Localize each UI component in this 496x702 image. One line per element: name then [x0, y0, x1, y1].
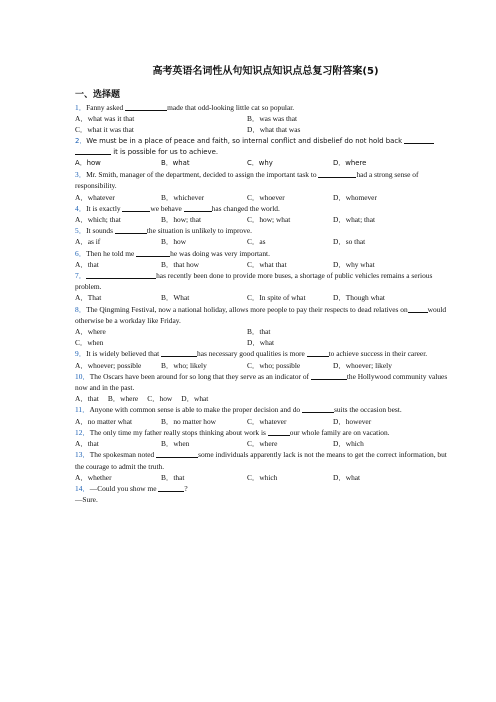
answer-option[interactable]: A．how — [75, 159, 101, 168]
answer-option[interactable]: A．which; that — [75, 215, 121, 225]
answer-blank[interactable] — [311, 372, 347, 380]
option-list — [75, 236, 456, 247]
stem-text: has recently been done to provide more buses, a shortage of public vehicles remains a serious problem. — [75, 271, 433, 292]
answer-option[interactable]: A．as if — [75, 237, 101, 247]
stem-text: We must be in a place of peace and faith, so internal conflict and disbelief do not hold back — [86, 136, 405, 145]
answer-option[interactable]: B．what — [161, 159, 190, 168]
section-heading: 一、选择题 — [75, 90, 121, 100]
stem-text: It is widely believed that — [86, 349, 162, 359]
answer-option[interactable]: C．In spite of what — [247, 293, 306, 303]
answer-blank[interactable] — [136, 249, 170, 257]
option-list — [75, 416, 456, 427]
question-number: 2． — [75, 136, 87, 145]
answer-option[interactable]: C．how; what — [247, 215, 291, 225]
question-stem — [75, 348, 456, 359]
answer-option[interactable]: C．how — [147, 394, 173, 404]
answer-option[interactable]: A．That — [75, 293, 102, 303]
answer-option[interactable]: D．whoever; likely — [333, 360, 392, 370]
question-number: 5． — [75, 226, 87, 236]
answer-blank[interactable] — [126, 271, 156, 279]
answer-option[interactable]: D．what — [333, 472, 361, 482]
answer-option[interactable]: C．what it was that — [75, 125, 134, 135]
question-2 — [75, 136, 456, 170]
stem-text: Then he told me — [86, 248, 137, 258]
answer-option[interactable]: D．so that — [333, 237, 366, 247]
question-stem — [75, 371, 456, 393]
question-number: 7． — [75, 271, 87, 281]
question-9 — [75, 348, 456, 370]
answer-option[interactable]: D．what; that — [333, 215, 376, 225]
question-stem — [75, 102, 456, 113]
answer-option[interactable]: C．why — [247, 159, 273, 168]
stem-text: to achieve success in their career. — [328, 349, 428, 359]
question-number: 8． — [75, 304, 87, 314]
option-list — [75, 360, 456, 371]
question-6 — [75, 248, 456, 270]
answer-blank[interactable] — [158, 484, 184, 492]
question-stem — [75, 304, 456, 326]
question-14 — [75, 483, 456, 505]
answer-option[interactable]: C．which — [247, 472, 278, 482]
stem-text: Mr. Smith, manager of the department, decided to assign the important task to — [86, 170, 319, 180]
answer-option[interactable]: A．that — [75, 439, 99, 449]
question-number: 13． — [75, 450, 90, 460]
question-stem — [75, 449, 456, 471]
stem-text: suits the occasion best. — [333, 405, 402, 415]
answer-option[interactable]: A．whatever — [75, 192, 115, 202]
stem-text: he was doing was very important. — [170, 248, 270, 258]
question-12 — [75, 427, 456, 449]
answer-blank[interactable] — [307, 349, 329, 357]
stem-text: The Oscars have been around for so long that they serve as an indicator of — [89, 371, 311, 381]
option-list — [75, 472, 456, 483]
answer-option[interactable]: C．what that — [247, 259, 287, 269]
answer-option[interactable]: B．when — [161, 439, 190, 449]
answer-blank[interactable] — [125, 103, 167, 111]
question-number: 9． — [75, 349, 87, 359]
question-number: 12． — [75, 427, 90, 437]
stem-text: Anyone with common sense is able to make the proper decision and do — [89, 405, 302, 415]
stem-text: we behave — [150, 203, 184, 213]
answer-blank[interactable] — [115, 226, 147, 234]
question-7 — [75, 270, 456, 304]
answer-option[interactable]: B．whichever — [161, 192, 205, 202]
answer-option[interactable]: D．what that was — [247, 125, 301, 135]
answer-option[interactable]: D．what — [181, 394, 209, 404]
answer-option[interactable]: A．where — [75, 327, 106, 337]
question-11 — [75, 404, 456, 426]
stem-text: the Hollywood community values now and in the past. — [75, 371, 448, 393]
answer-option[interactable]: A．what was it that — [75, 114, 135, 124]
question-4 — [75, 203, 456, 225]
answer-option[interactable]: D．what — [247, 338, 275, 348]
question-5 — [75, 225, 456, 247]
stem-text: ? — [184, 483, 188, 493]
stem-text: has changed the world. — [211, 203, 280, 213]
stem-text: The only time my father really stops thinking about work is — [89, 427, 268, 437]
stem-text: The Qingming Festival, now a national holiday, allows more people to pay their respects to dead relatives on — [86, 304, 408, 314]
document-title: 高考英语名词性从句知识点知识点总复习附答案(5) — [152, 66, 379, 77]
stem-text: the situation is unlikely to improve. — [146, 226, 252, 236]
answer-option[interactable]: A．that — [75, 394, 99, 404]
stem-text: Fanny asked — [86, 103, 126, 112]
question-8 — [75, 304, 456, 349]
question-stem — [75, 248, 456, 259]
answer-option[interactable]: A．that — [75, 259, 99, 269]
answer-option[interactable]: D．where — [333, 159, 367, 168]
stem-text: —Could you show me — [89, 483, 159, 493]
question-stem — [75, 404, 456, 415]
stem-text: it is possible for us to achieve. — [111, 147, 219, 156]
question-number: 1． — [75, 103, 87, 112]
question-number: 10． — [75, 371, 90, 381]
answer-option[interactable]: C．whoever — [247, 192, 285, 202]
answer-option[interactable]: B．how — [161, 237, 187, 247]
answer-option[interactable]: B．that — [247, 327, 271, 337]
answer-option[interactable]: D．whomever — [333, 192, 377, 202]
answer-option[interactable]: A．no matter what — [75, 416, 133, 426]
stem-text: has necessary good qualities is more — [197, 349, 307, 359]
question-13 — [75, 449, 456, 483]
question-number: 6． — [75, 248, 87, 258]
answer-blank[interactable] — [86, 271, 126, 279]
question-list — [75, 102, 456, 505]
answer-option[interactable]: B．What — [161, 293, 190, 303]
stem-text: our whole family are on vacation. — [289, 427, 390, 437]
answer-option[interactable]: D．however — [333, 416, 372, 426]
question-number: 14． — [75, 483, 90, 493]
stem-text: The spokesman noted — [89, 450, 157, 460]
question-10 — [75, 371, 456, 405]
question-1 — [75, 102, 456, 136]
answer-blank[interactable] — [75, 147, 111, 155]
answer-option[interactable]: C．who; possible — [247, 360, 301, 370]
question-stem — [75, 483, 456, 494]
option-list — [75, 192, 456, 203]
question-stem — [75, 225, 456, 236]
answer-blank[interactable] — [156, 450, 198, 458]
answer-blank[interactable] — [302, 405, 334, 413]
question-3 — [75, 169, 456, 203]
answer-blank[interactable] — [268, 428, 290, 436]
option-list — [75, 113, 456, 135]
answer-blank[interactable] — [408, 305, 428, 313]
answer-option[interactable]: B．no matter how — [161, 416, 217, 426]
answer-option[interactable]: B．how; that — [161, 215, 202, 225]
answer-blank[interactable] — [318, 170, 356, 178]
question-stem — [75, 203, 456, 214]
stem-text: had a strong sense of responsibility. — [75, 170, 419, 191]
stem-text: some individuals apparently lack is not the means to get the correct information, but the courage to admit the truth. — [75, 450, 447, 471]
question-stem — [75, 136, 456, 158]
answer-blank[interactable] — [184, 204, 212, 212]
stem-text: would otherwise be a workday like Friday. — [75, 304, 447, 325]
option-list — [75, 438, 456, 449]
answer-option[interactable]: D．Though what — [333, 293, 385, 303]
question-stem — [75, 270, 456, 292]
answer-option[interactable]: B．was was that — [247, 114, 298, 124]
option-list — [75, 158, 456, 169]
option-list — [75, 292, 456, 303]
answer-blank[interactable] — [122, 204, 150, 212]
answer-option[interactable]: C．when — [75, 338, 104, 348]
answer-option[interactable]: B．where — [107, 394, 139, 404]
answer-option[interactable]: A．whether — [75, 472, 112, 482]
stem-text: It sounds — [86, 226, 115, 236]
question-stem — [75, 427, 456, 438]
answer-option[interactable]: C．whatever — [247, 416, 287, 426]
answer-blank[interactable] — [161, 349, 197, 357]
answer-option[interactable]: B．that — [161, 472, 185, 482]
option-list — [75, 214, 456, 225]
option-list — [75, 393, 456, 404]
question-number: 3． — [75, 170, 87, 180]
stem-text: made that odd-looking little cat so popular. — [167, 103, 295, 112]
answer-option[interactable]: D．why what — [333, 259, 375, 269]
answer-option[interactable]: C．as — [247, 237, 266, 247]
answer-option[interactable]: B．who; likely — [161, 360, 207, 370]
answer-option[interactable]: A．whoever; possible — [75, 360, 142, 370]
answer-option[interactable]: C．where — [247, 439, 278, 449]
answer-option[interactable]: B．that how — [161, 259, 199, 269]
dialog-reply: —Sure. — [75, 495, 98, 505]
question-number: 4． — [75, 203, 87, 213]
answer-blank[interactable] — [404, 136, 434, 144]
answer-option[interactable]: D．which — [333, 439, 364, 449]
option-list — [75, 326, 456, 348]
stem-text: It is exactly — [86, 203, 123, 213]
option-list — [75, 259, 456, 270]
question-stem — [75, 169, 456, 191]
question-number: 11． — [75, 405, 90, 415]
